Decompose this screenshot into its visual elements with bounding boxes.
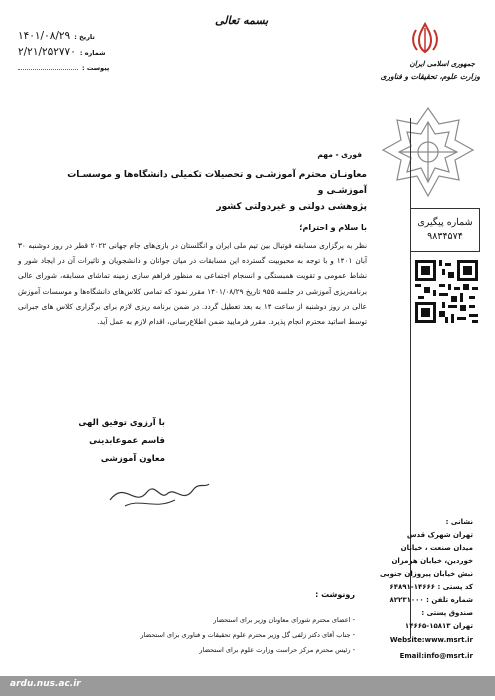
footer-watermark: ardu.nus.ac.ir <box>10 679 81 689</box>
date-value: ۱۴۰۱/۰۸/۲۹ <box>18 30 71 42</box>
attachment-row <box>18 64 109 72</box>
subject <box>30 167 367 215</box>
ministry-name: وزارت علوم، تحقیقات و فناوری <box>380 72 480 81</box>
tracking-box <box>410 208 480 252</box>
address-line: میدان صنعت ، خیابان <box>400 544 473 552</box>
copy-recipient: - جناب آقای دکتر زلفی گل وزیر محترم علوم تحقیقات و فناوری برای استحضار <box>140 631 355 639</box>
tracking-number: ۹۸۳۴۵۷۴ <box>427 231 463 242</box>
letter-body: نظر به برگزاری مسابقه فوتبال بین تیم ملی ایران و انگلستان در بازی‌های جام جهانی ۲۰۲۲ قطر در روز دوشنبه ۳۰ آبان ۱۴۰۱ و با توجه به محبوبیت گسترده این مسابقات در میان جوانان و دانشجویان و تاثیرات آن در ایجاد شور و نشاط عمومی و تقویت همبستگی و انسجام اجتماعی به منظور فراهم سازی زمینه تماشای مسابقه، شورای عالی برنامه‌ریزی آموزشی در جلسه ۹۵۵ تاریخ ۱۴۰۱/۰۸/۲۹ مقرر نمود که تمامی کلاس‌های دانشگاه‌ها و موسسات آموزش عالی در روز دوشنبه از ساعت ۱۴ به بعد تعطیل گردد. در ضمن برنامه ریزی لازم برای برگزاری کلاس های جبرانی توسط اساتید محترم انجام پذیرد. مقرر فرمایید ضمن اطلاع‌رسانی، اقدام لازم به عمل آید. <box>18 241 367 327</box>
attachment-blank <box>18 69 78 70</box>
website-link[interactable]: Website:www.msrt.ir <box>389 636 473 644</box>
iran-emblem-icon <box>405 22 445 54</box>
copy-recipient: - اعضای محترم شورای معاونان وزیر برای استحضار <box>213 616 355 624</box>
closing-text: با آرزوی توفیق الهی <box>78 418 165 428</box>
country-name: جمهوری اسلامی ایران <box>409 60 475 68</box>
signatory-title: معاون آموزشی <box>100 454 165 464</box>
subject-line-2: پژوهشی دولتی و غیردولتی کشور <box>216 202 367 212</box>
address-line: خوردین، خیابان هرمزان <box>391 557 473 565</box>
number-row <box>18 46 105 58</box>
subject-line-1: معاونـان محترم آموزشـی و تحصیلات تکمیلی دانشگاه‌ها و موسسـات آموزشـی و <box>67 170 367 196</box>
postal-code: کد پستی : ۱۴۶۶۶-۶۴۸۹۱ <box>389 583 473 591</box>
address-line: نشانی : <box>445 518 473 526</box>
po-box-value: تهران ۱۵۸۱۳-۱۴۶۶۵ <box>404 622 473 630</box>
email-link[interactable]: Email:info@msrt.ir <box>399 652 473 660</box>
number-value: ۲/۲۱/۲۵۲۷۷۰ <box>18 46 76 58</box>
number-label: شماره : <box>79 49 106 57</box>
handwritten-signature <box>105 470 215 515</box>
copy-recipient: - رئیس محترم مرکز حراست وزارت علوم برای استحضار <box>199 646 355 654</box>
attachment-label: پیوست : <box>82 64 110 72</box>
ornament-icon <box>373 104 483 204</box>
signatory-name: قاسم عموعابدینی <box>89 436 165 446</box>
po-box-label: صندوق پستی : <box>421 609 473 617</box>
tracking-label: شماره پیگیری <box>417 217 473 228</box>
date-label: تاریخ : <box>74 33 95 41</box>
greeting: با سلام و احترام؛ <box>299 223 367 232</box>
footer <box>0 672 495 700</box>
bismillah-heading: بسمه تعالی <box>215 14 269 27</box>
date-row <box>18 30 95 42</box>
address-line: نبش خیابان پیروزان جنوبی <box>379 570 473 578</box>
phone-number: شماره تلفن : ۸۲۲۳۱۰۰۰ <box>389 596 473 604</box>
urgency-label: فوری - مهم <box>317 150 362 159</box>
copies-title: رونوشت : <box>315 590 355 599</box>
address-line: تهران شهرک قدس <box>406 531 473 539</box>
qr-code-icon <box>415 260 478 323</box>
